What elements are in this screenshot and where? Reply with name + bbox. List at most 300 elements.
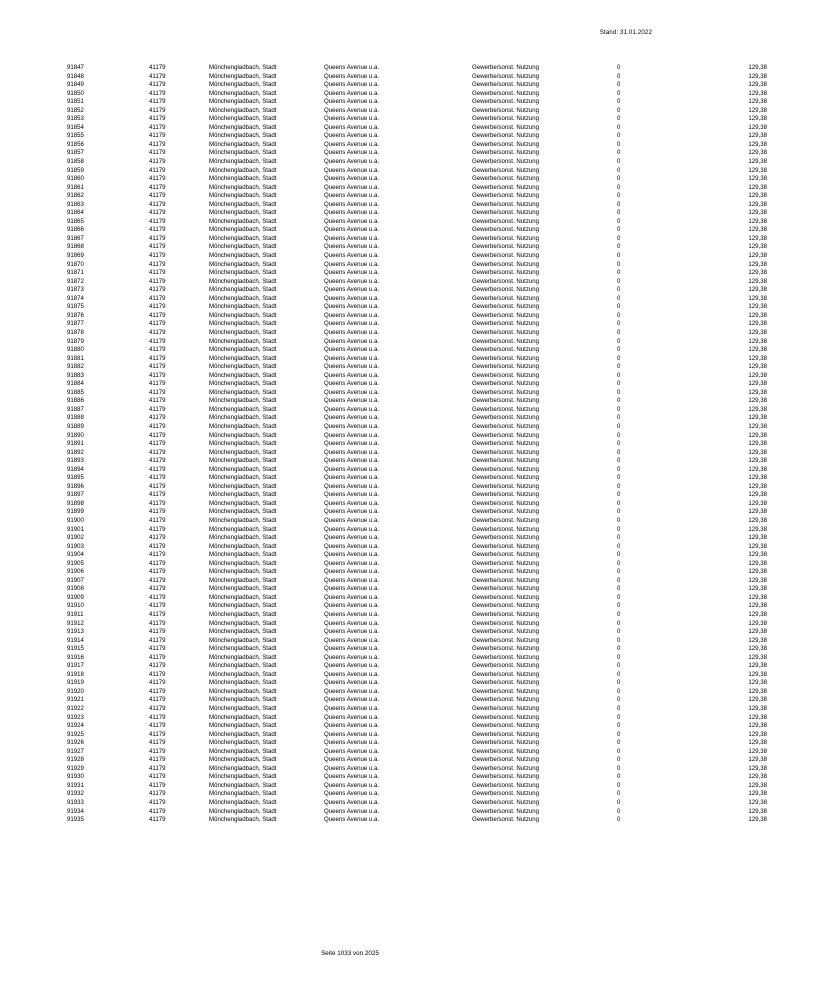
cell-city: Mönchengladbach, Stadt bbox=[209, 149, 277, 157]
cell-city: Mönchengladbach, Stadt bbox=[209, 140, 277, 148]
cell-id: 91884 bbox=[67, 380, 84, 388]
document-date-stamp: Stand: 31.01.2022 bbox=[599, 29, 652, 36]
cell-count: 0 bbox=[617, 722, 621, 730]
cell-value: 129,38 bbox=[748, 277, 767, 285]
cell-city: Mönchengladbach, Stadt bbox=[209, 585, 277, 593]
cell-count: 0 bbox=[617, 816, 621, 824]
cell-postal-code: 41179 bbox=[149, 311, 166, 319]
cell-postal-code: 41179 bbox=[149, 705, 166, 713]
cell-id: 91906 bbox=[67, 568, 84, 576]
table-row bbox=[0, 252, 815, 261]
cell-street: Queens Avenue u.a. bbox=[324, 568, 380, 576]
cell-id: 91911 bbox=[67, 611, 84, 618]
cell-city: Mönchengladbach, Stadt bbox=[209, 653, 277, 661]
cell-city: Mönchengladbach, Stadt bbox=[209, 816, 277, 824]
table-row bbox=[0, 679, 815, 688]
cell-postal-code: 41179 bbox=[149, 679, 166, 687]
cell-street: Queens Avenue u.a. bbox=[324, 166, 380, 174]
table-row bbox=[0, 286, 815, 295]
cell-street: Queens Avenue u.a. bbox=[324, 64, 380, 71]
cell-usage: Gewerbe/sonst. Nutzung bbox=[472, 559, 540, 567]
cell-usage: Gewerbe/sonst. Nutzung bbox=[472, 414, 540, 422]
cell-street: Queens Avenue u.a. bbox=[324, 311, 380, 319]
cell-city: Mönchengladbach, Stadt bbox=[209, 593, 277, 601]
cell-street: Queens Avenue u.a. bbox=[324, 807, 380, 815]
table-row bbox=[0, 209, 815, 218]
cell-value: 129,38 bbox=[748, 132, 767, 140]
cell-postal-code: 41179 bbox=[149, 363, 166, 371]
cell-value: 129,38 bbox=[748, 422, 767, 430]
cell-usage: Gewerbe/sonst. Nutzung bbox=[472, 525, 540, 533]
cell-id: 91886 bbox=[67, 397, 84, 405]
cell-postal-code: 41179 bbox=[149, 286, 166, 294]
cell-value: 129,38 bbox=[748, 602, 767, 610]
cell-id: 91930 bbox=[67, 773, 84, 781]
table-row bbox=[0, 594, 815, 603]
cell-value: 129,38 bbox=[748, 465, 767, 473]
cell-count: 0 bbox=[617, 380, 621, 388]
cell-city: Mönchengladbach, Stadt bbox=[209, 696, 277, 704]
cell-count: 0 bbox=[617, 269, 621, 277]
cell-street: Queens Avenue u.a. bbox=[324, 448, 380, 456]
cell-value: 129,38 bbox=[748, 354, 767, 362]
cell-city: Mönchengladbach, Stadt bbox=[209, 739, 277, 747]
table-row bbox=[0, 132, 815, 141]
cell-usage: Gewerbe/sonst. Nutzung bbox=[472, 756, 540, 764]
cell-usage: Gewerbe/sonst. Nutzung bbox=[472, 551, 540, 559]
cell-value: 129,38 bbox=[748, 722, 767, 730]
table-row bbox=[0, 107, 815, 116]
cell-usage: Gewerbe/sonst. Nutzung bbox=[472, 602, 540, 610]
cell-count: 0 bbox=[617, 474, 621, 482]
cell-postal-code: 41179 bbox=[149, 568, 166, 576]
cell-id: 91868 bbox=[67, 243, 84, 251]
table-row bbox=[0, 141, 815, 150]
cell-street: Queens Avenue u.a. bbox=[324, 653, 380, 661]
cell-value: 129,38 bbox=[748, 252, 767, 260]
cell-value: 129,38 bbox=[748, 140, 767, 148]
cell-count: 0 bbox=[617, 687, 621, 695]
table-row bbox=[0, 756, 815, 765]
table-row bbox=[0, 338, 815, 347]
table-row bbox=[0, 303, 815, 312]
cell-city: Mönchengladbach, Stadt bbox=[209, 542, 277, 550]
cell-value: 129,38 bbox=[748, 183, 767, 191]
cell-count: 0 bbox=[617, 602, 621, 610]
cell-value: 129,38 bbox=[748, 713, 767, 721]
cell-count: 0 bbox=[617, 243, 621, 251]
cell-id: 91848 bbox=[67, 72, 84, 80]
cell-id: 91854 bbox=[67, 123, 84, 131]
cell-usage: Gewerbe/sonst. Nutzung bbox=[472, 200, 540, 208]
cell-value: 129,38 bbox=[748, 525, 767, 533]
cell-value: 129,38 bbox=[748, 149, 767, 157]
table-row bbox=[0, 449, 815, 458]
cell-value: 129,38 bbox=[748, 628, 767, 636]
cell-usage: Gewerbe/sonst. Nutzung bbox=[472, 175, 540, 183]
cell-value: 129,38 bbox=[748, 482, 767, 490]
cell-street: Queens Avenue u.a. bbox=[324, 679, 380, 687]
cell-postal-code: 41179 bbox=[149, 713, 166, 721]
cell-usage: Gewerbe/sonst. Nutzung bbox=[472, 183, 540, 191]
cell-count: 0 bbox=[617, 346, 621, 354]
cell-usage: Gewerbe/sonst. Nutzung bbox=[472, 132, 540, 140]
cell-postal-code: 41179 bbox=[149, 790, 166, 798]
cell-id: 91861 bbox=[67, 183, 84, 191]
cell-usage: Gewerbe/sonst. Nutzung bbox=[472, 440, 540, 448]
cell-postal-code: 41179 bbox=[149, 465, 166, 473]
cell-street: Queens Avenue u.a. bbox=[324, 303, 380, 311]
cell-usage: Gewerbe/sonst. Nutzung bbox=[472, 611, 540, 618]
cell-city: Mönchengladbach, Stadt bbox=[209, 303, 277, 311]
cell-value: 129,38 bbox=[748, 551, 767, 559]
cell-street: Queens Avenue u.a. bbox=[324, 217, 380, 225]
cell-street: Queens Avenue u.a. bbox=[324, 576, 380, 584]
cell-id: 91880 bbox=[67, 346, 84, 354]
cell-street: Queens Avenue u.a. bbox=[324, 559, 380, 567]
cell-street: Queens Avenue u.a. bbox=[324, 252, 380, 260]
cell-id: 91882 bbox=[67, 363, 84, 371]
cell-city: Mönchengladbach, Stadt bbox=[209, 226, 277, 234]
table-row bbox=[0, 799, 815, 808]
cell-usage: Gewerbe/sonst. Nutzung bbox=[472, 687, 540, 695]
cell-id: 91916 bbox=[67, 653, 84, 661]
table-row bbox=[0, 620, 815, 629]
table-row bbox=[0, 269, 815, 278]
cell-city: Mönchengladbach, Stadt bbox=[209, 730, 277, 738]
cell-value: 129,38 bbox=[748, 414, 767, 422]
cell-usage: Gewerbe/sonst. Nutzung bbox=[472, 713, 540, 721]
cell-value: 129,38 bbox=[748, 653, 767, 661]
cell-street: Queens Avenue u.a. bbox=[324, 158, 380, 166]
cell-street: Queens Avenue u.a. bbox=[324, 200, 380, 208]
cell-id: 91901 bbox=[67, 525, 84, 533]
cell-usage: Gewerbe/sonst. Nutzung bbox=[472, 696, 540, 704]
cell-city: Mönchengladbach, Stadt bbox=[209, 807, 277, 815]
cell-street: Queens Avenue u.a. bbox=[324, 363, 380, 371]
cell-id: 91852 bbox=[67, 106, 84, 114]
cell-count: 0 bbox=[617, 739, 621, 747]
cell-city: Mönchengladbach, Stadt bbox=[209, 722, 277, 730]
cell-city: Mönchengladbach, Stadt bbox=[209, 440, 277, 448]
cell-id: 91867 bbox=[67, 234, 84, 242]
cell-usage: Gewerbe/sonst. Nutzung bbox=[472, 457, 540, 465]
cell-count: 0 bbox=[617, 585, 621, 593]
data-table-body bbox=[0, 64, 815, 825]
cell-count: 0 bbox=[617, 670, 621, 678]
cell-usage: Gewerbe/sonst. Nutzung bbox=[472, 679, 540, 687]
cell-city: Mönchengladbach, Stadt bbox=[209, 619, 277, 627]
cell-street: Queens Avenue u.a. bbox=[324, 132, 380, 140]
cell-value: 129,38 bbox=[748, 670, 767, 678]
cell-value: 129,38 bbox=[748, 679, 767, 687]
cell-street: Queens Avenue u.a. bbox=[324, 713, 380, 721]
cell-value: 129,38 bbox=[748, 499, 767, 507]
cell-value: 129,38 bbox=[748, 346, 767, 354]
cell-street: Queens Avenue u.a. bbox=[324, 593, 380, 601]
cell-value: 129,38 bbox=[748, 807, 767, 815]
cell-postal-code: 41179 bbox=[149, 525, 166, 533]
cell-usage: Gewerbe/sonst. Nutzung bbox=[472, 619, 540, 627]
cell-id: 91914 bbox=[67, 636, 84, 644]
cell-id: 91898 bbox=[67, 499, 84, 507]
cell-count: 0 bbox=[617, 277, 621, 285]
cell-id: 91899 bbox=[67, 508, 84, 516]
cell-count: 0 bbox=[617, 175, 621, 183]
cell-value: 129,38 bbox=[748, 764, 767, 772]
cell-id: 91889 bbox=[67, 422, 84, 430]
cell-city: Mönchengladbach, Stadt bbox=[209, 328, 277, 336]
cell-street: Queens Avenue u.a. bbox=[324, 320, 380, 328]
cell-count: 0 bbox=[617, 252, 621, 260]
cell-postal-code: 41179 bbox=[149, 72, 166, 80]
cell-postal-code: 41179 bbox=[149, 140, 166, 148]
cell-usage: Gewerbe/sonst. Nutzung bbox=[472, 303, 540, 311]
cell-postal-code: 41179 bbox=[149, 260, 166, 268]
cell-street: Queens Avenue u.a. bbox=[324, 431, 380, 439]
cell-count: 0 bbox=[617, 568, 621, 576]
cell-count: 0 bbox=[617, 619, 621, 627]
cell-id: 91918 bbox=[67, 670, 84, 678]
cell-city: Mönchengladbach, Stadt bbox=[209, 534, 277, 542]
cell-count: 0 bbox=[617, 354, 621, 362]
cell-id: 91853 bbox=[67, 115, 84, 123]
cell-city: Mönchengladbach, Stadt bbox=[209, 431, 277, 439]
cell-street: Queens Avenue u.a. bbox=[324, 422, 380, 430]
cell-usage: Gewerbe/sonst. Nutzung bbox=[472, 662, 540, 670]
cell-postal-code: 41179 bbox=[149, 166, 166, 174]
table-row bbox=[0, 329, 815, 338]
cell-count: 0 bbox=[617, 559, 621, 567]
cell-city: Mönchengladbach, Stadt bbox=[209, 636, 277, 644]
cell-count: 0 bbox=[617, 807, 621, 815]
cell-postal-code: 41179 bbox=[149, 405, 166, 413]
cell-usage: Gewerbe/sonst. Nutzung bbox=[472, 739, 540, 747]
cell-city: Mönchengladbach, Stadt bbox=[209, 183, 277, 191]
cell-count: 0 bbox=[617, 799, 621, 807]
cell-usage: Gewerbe/sonst. Nutzung bbox=[472, 422, 540, 430]
data-table-container bbox=[0, 64, 767, 825]
cell-id: 91894 bbox=[67, 465, 84, 473]
table-row bbox=[0, 705, 815, 714]
table-row bbox=[0, 534, 815, 543]
cell-usage: Gewerbe/sonst. Nutzung bbox=[472, 320, 540, 328]
cell-usage: Gewerbe/sonst. Nutzung bbox=[472, 636, 540, 644]
cell-street: Queens Avenue u.a. bbox=[324, 781, 380, 789]
cell-count: 0 bbox=[617, 303, 621, 311]
cell-count: 0 bbox=[617, 773, 621, 781]
cell-city: Mönchengladbach, Stadt bbox=[209, 380, 277, 388]
cell-id: 91879 bbox=[67, 337, 84, 345]
table-row bbox=[0, 115, 815, 124]
cell-id: 91870 bbox=[67, 260, 84, 268]
table-row bbox=[0, 628, 815, 637]
table-row bbox=[0, 790, 815, 799]
cell-value: 129,38 bbox=[748, 217, 767, 225]
cell-value: 129,38 bbox=[748, 89, 767, 97]
cell-value: 129,38 bbox=[748, 662, 767, 670]
cell-id: 91878 bbox=[67, 328, 84, 336]
cell-usage: Gewerbe/sonst. Nutzung bbox=[472, 371, 540, 379]
cell-id: 91900 bbox=[67, 516, 84, 524]
cell-street: Queens Avenue u.a. bbox=[324, 328, 380, 336]
cell-postal-code: 41179 bbox=[149, 636, 166, 644]
table-row bbox=[0, 432, 815, 441]
cell-street: Queens Avenue u.a. bbox=[324, 81, 380, 89]
data-table bbox=[0, 64, 815, 825]
cell-usage: Gewerbe/sonst. Nutzung bbox=[472, 346, 540, 354]
table-row bbox=[0, 295, 815, 304]
cell-postal-code: 41179 bbox=[149, 209, 166, 217]
cell-city: Mönchengladbach, Stadt bbox=[209, 192, 277, 200]
cell-usage: Gewerbe/sonst. Nutzung bbox=[472, 491, 540, 499]
cell-id: 91932 bbox=[67, 790, 84, 798]
cell-postal-code: 41179 bbox=[149, 294, 166, 302]
cell-street: Queens Avenue u.a. bbox=[324, 209, 380, 217]
cell-street: Queens Avenue u.a. bbox=[324, 294, 380, 302]
cell-usage: Gewerbe/sonst. Nutzung bbox=[472, 790, 540, 798]
cell-postal-code: 41179 bbox=[149, 585, 166, 593]
cell-value: 129,38 bbox=[748, 200, 767, 208]
cell-city: Mönchengladbach, Stadt bbox=[209, 414, 277, 422]
cell-usage: Gewerbe/sonst. Nutzung bbox=[472, 81, 540, 89]
cell-value: 129,38 bbox=[748, 696, 767, 704]
cell-postal-code: 41179 bbox=[149, 81, 166, 89]
cell-street: Queens Avenue u.a. bbox=[324, 175, 380, 183]
cell-postal-code: 41179 bbox=[149, 123, 166, 131]
cell-city: Mönchengladbach, Stadt bbox=[209, 277, 277, 285]
cell-count: 0 bbox=[617, 448, 621, 456]
cell-street: Queens Avenue u.a. bbox=[324, 534, 380, 542]
table-row bbox=[0, 654, 815, 663]
table-row bbox=[0, 423, 815, 432]
cell-usage: Gewerbe/sonst. Nutzung bbox=[472, 585, 540, 593]
cell-id: 91847 bbox=[67, 64, 84, 71]
cell-street: Queens Avenue u.a. bbox=[324, 337, 380, 345]
cell-street: Queens Avenue u.a. bbox=[324, 260, 380, 268]
cell-value: 129,38 bbox=[748, 320, 767, 328]
cell-count: 0 bbox=[617, 764, 621, 772]
table-row bbox=[0, 201, 815, 210]
cell-count: 0 bbox=[617, 747, 621, 755]
cell-id: 91850 bbox=[67, 89, 84, 97]
cell-value: 129,38 bbox=[748, 534, 767, 542]
cell-id: 91903 bbox=[67, 542, 84, 550]
cell-usage: Gewerbe/sonst. Nutzung bbox=[472, 465, 540, 473]
cell-city: Mönchengladbach, Stadt bbox=[209, 491, 277, 499]
cell-city: Mönchengladbach, Stadt bbox=[209, 482, 277, 490]
cell-value: 129,38 bbox=[748, 781, 767, 789]
cell-postal-code: 41179 bbox=[149, 132, 166, 140]
cell-postal-code: 41179 bbox=[149, 645, 166, 653]
cell-id: 91863 bbox=[67, 200, 84, 208]
cell-usage: Gewerbe/sonst. Nutzung bbox=[472, 764, 540, 772]
cell-postal-code: 41179 bbox=[149, 115, 166, 123]
cell-city: Mönchengladbach, Stadt bbox=[209, 123, 277, 131]
cell-usage: Gewerbe/sonst. Nutzung bbox=[472, 98, 540, 106]
cell-id: 91923 bbox=[67, 713, 84, 721]
cell-id: 91859 bbox=[67, 166, 84, 174]
cell-value: 129,38 bbox=[748, 645, 767, 653]
cell-value: 129,38 bbox=[748, 431, 767, 439]
table-row bbox=[0, 696, 815, 705]
table-row bbox=[0, 124, 815, 133]
cell-postal-code: 41179 bbox=[149, 217, 166, 225]
cell-count: 0 bbox=[617, 781, 621, 789]
cell-street: Queens Avenue u.a. bbox=[324, 226, 380, 234]
cell-postal-code: 41179 bbox=[149, 234, 166, 242]
cell-usage: Gewerbe/sonst. Nutzung bbox=[472, 730, 540, 738]
cell-postal-code: 41179 bbox=[149, 576, 166, 584]
cell-count: 0 bbox=[617, 491, 621, 499]
cell-id: 91860 bbox=[67, 175, 84, 183]
cell-city: Mönchengladbach, Stadt bbox=[209, 354, 277, 362]
table-row bbox=[0, 808, 815, 817]
cell-street: Queens Avenue u.a. bbox=[324, 542, 380, 550]
cell-city: Mönchengladbach, Stadt bbox=[209, 602, 277, 610]
cell-city: Mönchengladbach, Stadt bbox=[209, 474, 277, 482]
cell-street: Queens Avenue u.a. bbox=[324, 380, 380, 388]
cell-usage: Gewerbe/sonst. Nutzung bbox=[472, 807, 540, 815]
cell-value: 129,38 bbox=[748, 209, 767, 217]
cell-value: 129,38 bbox=[748, 611, 767, 618]
cell-street: Queens Avenue u.a. bbox=[324, 687, 380, 695]
cell-street: Queens Avenue u.a. bbox=[324, 670, 380, 678]
table-row bbox=[0, 543, 815, 552]
table-row bbox=[0, 380, 815, 389]
cell-count: 0 bbox=[617, 482, 621, 490]
cell-street: Queens Avenue u.a. bbox=[324, 730, 380, 738]
cell-city: Mönchengladbach, Stadt bbox=[209, 243, 277, 251]
table-row bbox=[0, 218, 815, 227]
cell-usage: Gewerbe/sonst. Nutzung bbox=[472, 252, 540, 260]
cell-city: Mönchengladbach, Stadt bbox=[209, 764, 277, 772]
cell-postal-code: 41179 bbox=[149, 559, 166, 567]
cell-usage: Gewerbe/sonst. Nutzung bbox=[472, 123, 540, 131]
cell-value: 129,38 bbox=[748, 516, 767, 524]
cell-usage: Gewerbe/sonst. Nutzung bbox=[472, 380, 540, 388]
cell-value: 129,38 bbox=[748, 568, 767, 576]
cell-id: 91902 bbox=[67, 534, 84, 542]
cell-street: Queens Avenue u.a. bbox=[324, 405, 380, 413]
cell-value: 129,38 bbox=[748, 773, 767, 781]
table-row bbox=[0, 662, 815, 671]
cell-city: Mönchengladbach, Stadt bbox=[209, 781, 277, 789]
table-row bbox=[0, 261, 815, 270]
cell-street: Queens Avenue u.a. bbox=[324, 269, 380, 277]
cell-count: 0 bbox=[617, 166, 621, 174]
cell-usage: Gewerbe/sonst. Nutzung bbox=[472, 217, 540, 225]
table-row bbox=[0, 765, 815, 774]
cell-value: 129,38 bbox=[748, 816, 767, 824]
cell-value: 129,38 bbox=[748, 337, 767, 345]
cell-postal-code: 41179 bbox=[149, 320, 166, 328]
cell-postal-code: 41179 bbox=[149, 277, 166, 285]
cell-value: 129,38 bbox=[748, 158, 767, 166]
cell-postal-code: 41179 bbox=[149, 551, 166, 559]
cell-postal-code: 41179 bbox=[149, 414, 166, 422]
table-row bbox=[0, 748, 815, 757]
cell-value: 129,38 bbox=[748, 799, 767, 807]
cell-id: 91872 bbox=[67, 277, 84, 285]
cell-usage: Gewerbe/sonst. Nutzung bbox=[472, 260, 540, 268]
cell-city: Mönchengladbach, Stadt bbox=[209, 551, 277, 559]
cell-id: 91927 bbox=[67, 747, 84, 755]
table-row bbox=[0, 602, 815, 611]
table-row bbox=[0, 372, 815, 381]
table-row bbox=[0, 645, 815, 654]
cell-city: Mönchengladbach, Stadt bbox=[209, 363, 277, 371]
